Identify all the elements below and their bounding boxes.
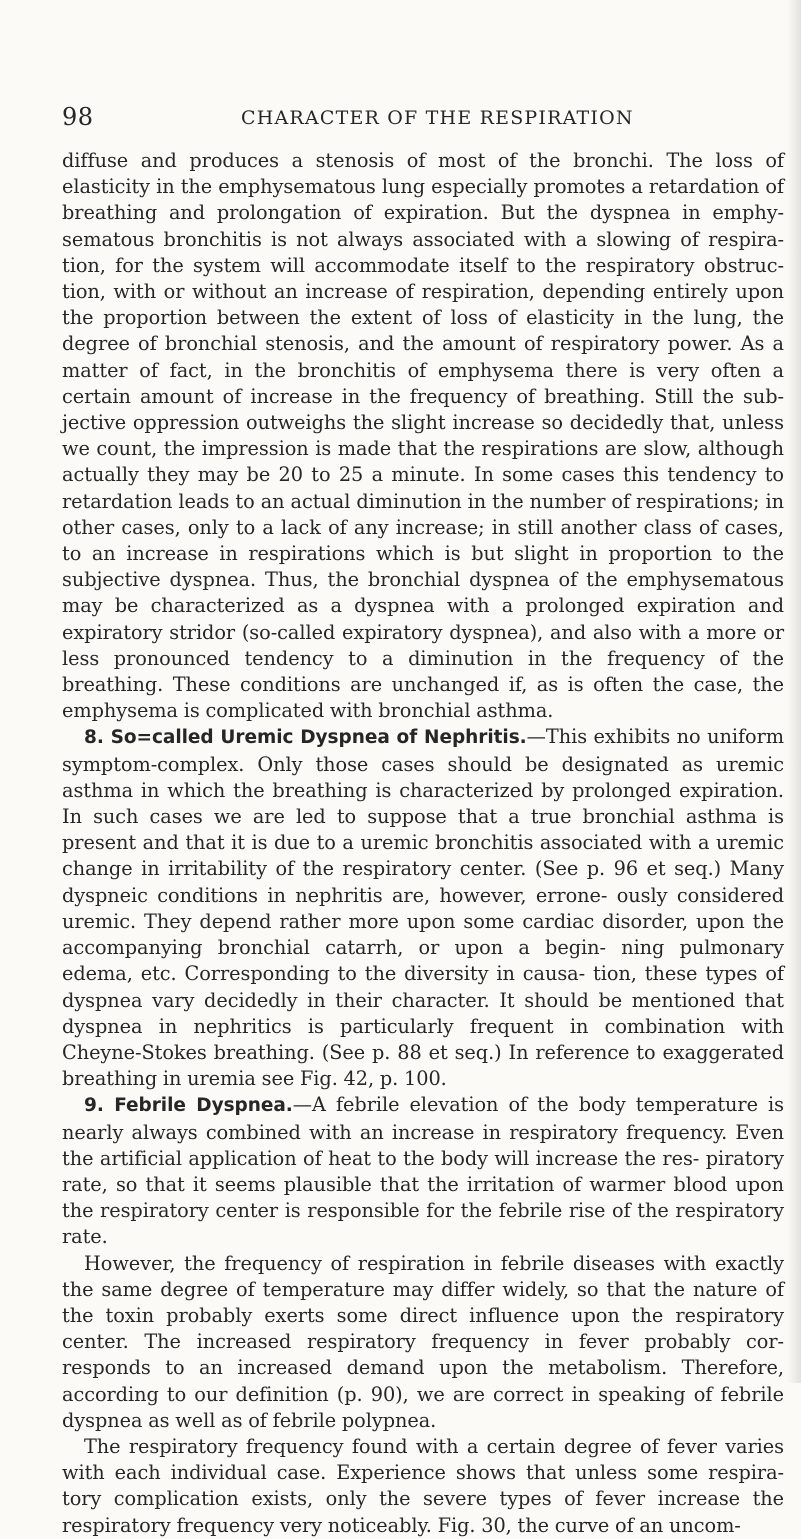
section-heading-uremic-dyspnea: 8. So=called Uremic Dyspnea of Nephritis. <box>84 727 527 749</box>
page-edge-shadow <box>787 0 801 1383</box>
page-number: 98 <box>62 103 94 131</box>
body-text <box>62 148 784 1539</box>
paragraph-uremic-dyspnea-text: —This exhibits no uniform symptom-complex. Only those cases should be designated as uremic asthma in which the breathing is characterized by prolonged expiration. In such cases we are led to suppose that a true bronchial asthma is present and that it is due to a uremic bronchitis associated with a uremic change in irritability of the respiratory center. (See p. 96 et seq.) Many dyspneic conditions in nephritis are, however, errone- ously considered uremic. They depend rather more upon some cardiac disorder, upon the accompanying bronchial catarrh, or upon a begin- ning pulmonary edema, etc. Corresponding to the diversity in causa- tion, these types of dyspnea vary decidedly in their character. It should be mentioned that dyspnea in nephritics is particularly frequent in combination with Cheyne-Stokes breathing. (See p. 88 et seq.) In reference to exaggerated breathing in uremia see Fig. 42, p. 100. <box>62 725 784 1091</box>
paragraph-respiratory-frequency: The respiratory frequency found with a certain degree of fever varies with each individual case. Experience shows that unless some respira- tory complication exists, only the severe types of fever increase the respiratory frequency very noticeably. Fig. 30, the curve of an uncom- <box>62 1434 784 1537</box>
paragraph-febrile-dyspnea-text: —A febrile elevation of the body temperature is nearly always combined with an increase in respiratory frequency. Even the artificial application of heat to the body will increase the res- piratory rate, so that it seems plausible that the irritation of warmer blood upon the respiratory center is responsible for the febrile rise of the respiratory rate. <box>62 1093 784 1249</box>
paragraph-frequency-variation: However, the frequency of respiration in febrile diseases with exactly the same degree of temperature may differ widely, so that the nature of the toxin probably exerts some direct influence upon the respiratory center. The increased respiratory frequency in fever probably cor- responds to an increased demand upon the metabolism. Therefore, according to our definition (p. 90), we are correct in speaking of febrile dyspnea as well as of febrile polypnea. <box>62 1251 784 1432</box>
section-heading-febrile-dyspnea: 9. Febrile Dyspnea. <box>84 1095 293 1117</box>
running-head: CHARACTER OF THE RESPIRATION <box>241 107 634 129</box>
paragraph-febrile-dyspnea <box>62 1092 784 1250</box>
paragraph-emphysema: diffuse and produces a stenosis of most of the bronchi. The loss of elasticity in the emphysematous lung especially promotes a retardation of breathing and prolongation of expiration. But the dyspnea in emphy- sematous bronchitis is not always associated with a slowing of respira- tion, for the system will accommodate itself to the respiratory obstruc- tion, with or without an increase of respiration, depending entirely upon the proportion between the extent of loss of elasticity in the lung, the degree of bronchial stenosis, and the amount of respiratory power. As a matter of fact, in the bronchitis of emphysema there is very often a certain amount of increase in the frequency of breathing. Still the sub- jective oppression outweighs the slight increase so decidedly that, unless we count, the impression is made that the respirations are slow, although actually they may be 20 to 25 a minute. In some cases this tendency to retardation leads to an actual diminution in the number of respirations; in other cases, only to a lack of any increase; in still another class of cases, to an increase in respirations which is but slight in proportion to the subjective dyspnea. Thus, the bronchial dyspnea of the emphysematous may be characterized as a dyspnea with a prolonged expiration and expiratory stridor (so-called expiratory dyspnea), and also with a more or less pronounced tendency to a diminution in the frequency of the breathing. These conditions are unchanged if, as is often the case, the emphysema is complicated with bronchial asthma. <box>62 149 784 723</box>
page-header <box>62 103 782 133</box>
paragraph-uremic-dyspnea <box>62 724 784 1092</box>
